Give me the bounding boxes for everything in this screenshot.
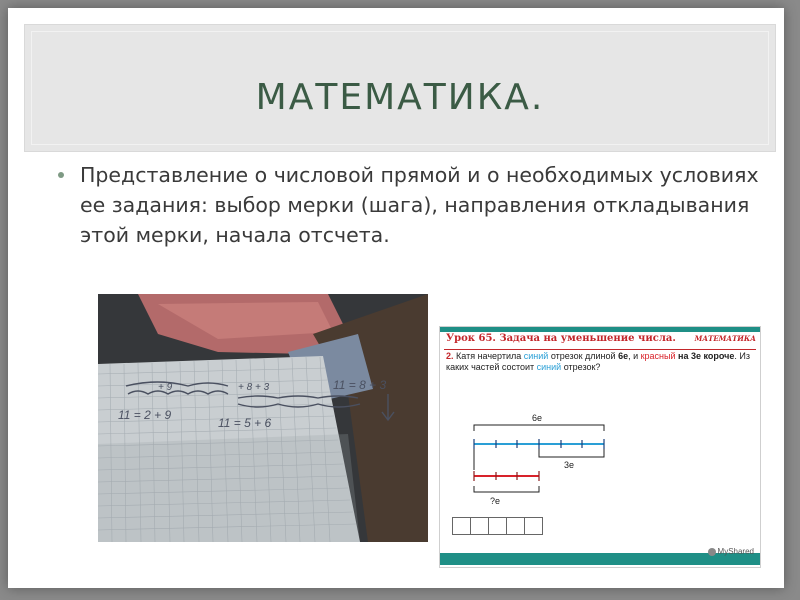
bullet-list xyxy=(60,160,760,250)
label-6e: 6е xyxy=(532,413,543,423)
problem-text xyxy=(446,351,758,373)
length-value: 6е xyxy=(618,351,629,361)
blue-word: синий xyxy=(523,351,549,361)
problem-number: 2. xyxy=(446,351,454,361)
answer-boxes xyxy=(452,517,542,535)
title-band xyxy=(24,24,776,152)
segment-diagram xyxy=(440,387,760,517)
subject-label: МАТЕМАТИКА xyxy=(694,334,756,343)
blue-word-2: синий xyxy=(536,362,562,372)
page-header xyxy=(446,333,756,347)
brace-qe xyxy=(474,486,539,492)
lesson-title: Урок 65. Задача на уменьшение числа. xyxy=(446,333,676,344)
notebook-photo-graphic xyxy=(98,294,428,542)
answer-box[interactable] xyxy=(470,517,489,535)
handwriting-fragment-2: + 8 + 3 xyxy=(238,382,270,393)
handwriting-eq-1: 11 = 2 + 9 xyxy=(118,408,172,422)
notebook-photo xyxy=(98,294,428,542)
handwriting-eq-2: 11 = 5 + 6 xyxy=(218,416,272,430)
problem-part: Катя начертила xyxy=(453,351,524,361)
answer-box[interactable] xyxy=(524,517,543,535)
slide xyxy=(8,8,784,588)
bullet-text: Представление о числовой прямой и о необходимых условиях ее задания: выбор мерки (шага), направления откладывания этой мерки, начала отсчета. xyxy=(80,163,759,247)
answer-box[interactable] xyxy=(488,517,507,535)
top-band xyxy=(440,327,760,332)
label-qe: ?е xyxy=(490,496,501,506)
problem-part: отрезок длиной xyxy=(548,351,619,361)
handwriting-eq-3: 11 = 8 + 3 xyxy=(333,378,387,392)
bullet-icon xyxy=(58,172,64,178)
brace-6e xyxy=(474,425,604,431)
problem-part: отрезок? xyxy=(561,362,601,372)
textbook-page xyxy=(439,326,761,568)
answer-box[interactable] xyxy=(506,517,525,535)
difference-value: на 3е короче xyxy=(675,351,735,361)
problem-part: . Из каких частей состоит xyxy=(446,351,750,372)
answer-box[interactable] xyxy=(452,517,471,535)
myshared-logo-icon xyxy=(708,548,716,556)
label-3e: 3е xyxy=(564,460,575,470)
watermark xyxy=(708,547,754,556)
handwriting-fragment-1: + 9 xyxy=(158,382,173,393)
brace-3e xyxy=(539,449,604,457)
watermark-text: MyShared xyxy=(717,547,754,556)
problem-part: , и xyxy=(628,351,641,361)
header-divider xyxy=(444,349,756,350)
slide-title: МАТЕМАТИКА. xyxy=(255,77,545,118)
red-word: красный xyxy=(640,351,676,361)
